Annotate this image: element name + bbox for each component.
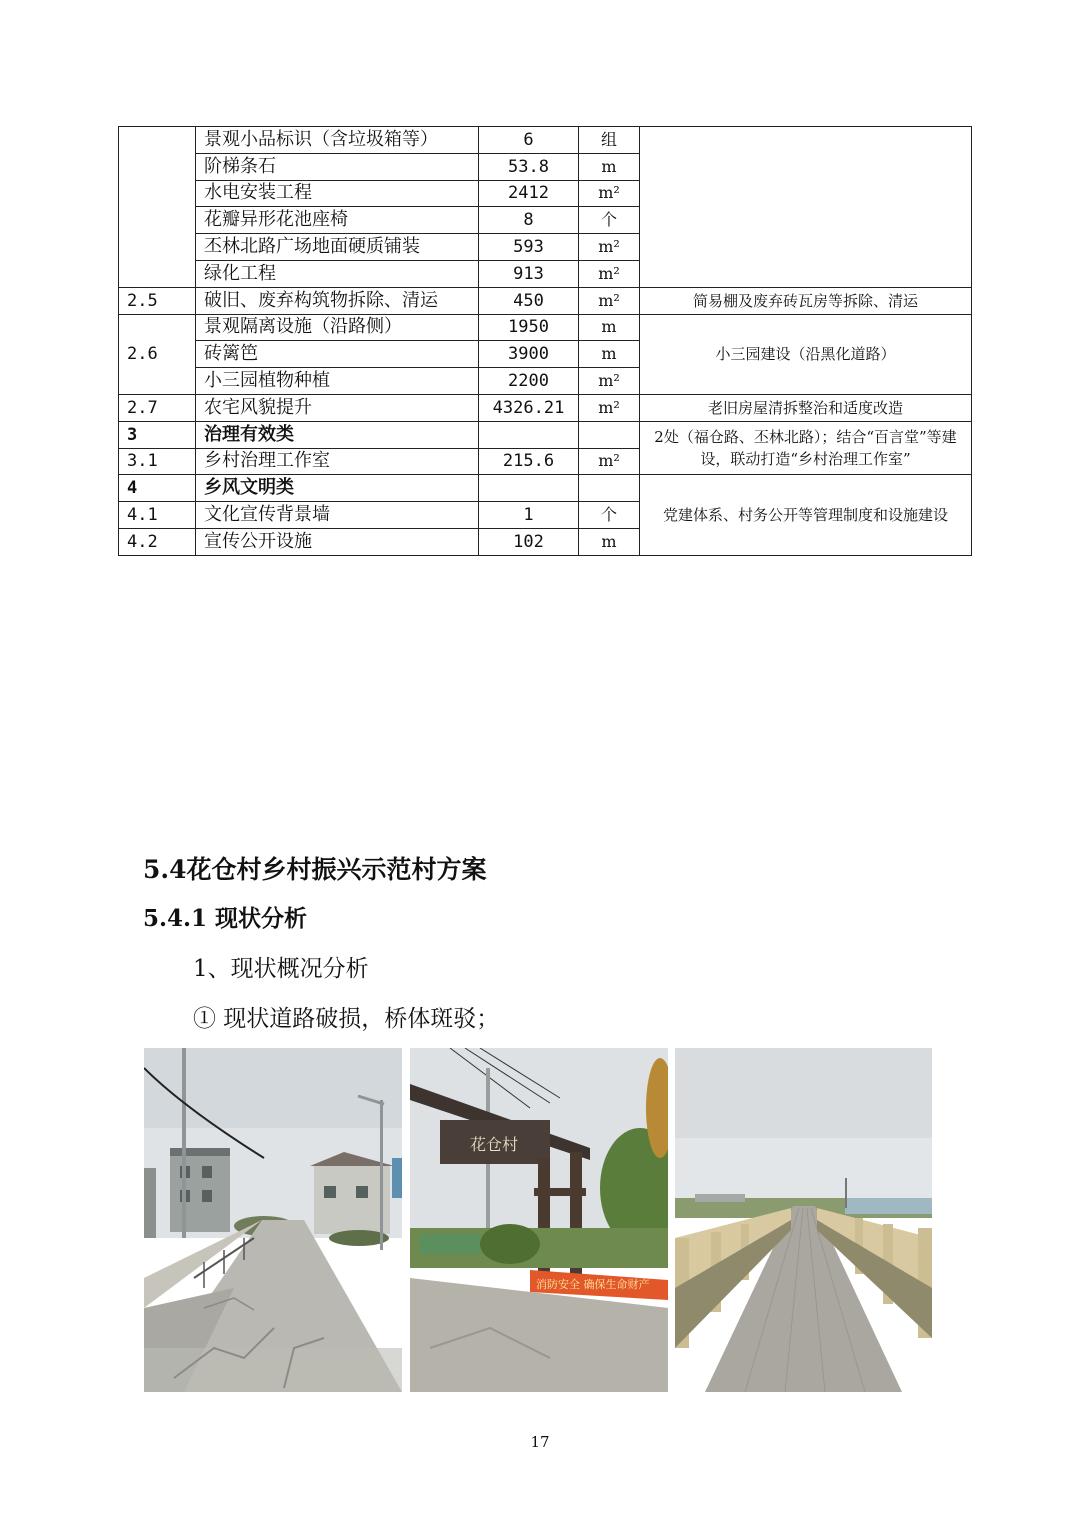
section-heading: 5.4花仓村乡村振兴示范村方案	[143, 855, 487, 884]
item-unit: 个	[579, 502, 640, 529]
table-row	[119, 394, 972, 421]
item-name: 花瓣异形花池座椅	[196, 207, 479, 234]
item-unit: m²	[579, 180, 640, 207]
item-quantity: 913	[479, 260, 579, 287]
item-name: 阶梯条石	[196, 153, 479, 180]
row-number: 3.1	[119, 448, 196, 475]
item-quantity: 53.8	[479, 153, 579, 180]
gate-sign-text: 花仓村	[470, 1135, 519, 1154]
row-number	[119, 127, 196, 288]
category-name: 乡风文明类	[196, 475, 479, 502]
item-quantity: 215.6	[479, 448, 579, 475]
table-row	[119, 421, 972, 448]
row-number: 2.5	[119, 287, 196, 314]
item-name: 乡村治理工作室	[196, 448, 479, 475]
item-unit: m²	[579, 287, 640, 314]
row-number: 4	[119, 475, 196, 502]
item-quantity: 2412	[479, 180, 579, 207]
item-name: 破旧、废弃构筑物拆除、清运	[196, 287, 479, 314]
row-number: 3	[119, 421, 196, 448]
item-unit: m	[579, 314, 640, 341]
row-number: 2.6	[119, 314, 196, 394]
page-number: 17	[530, 1433, 550, 1451]
subsection-heading: 5.4.1 现状分析	[143, 905, 308, 932]
item-unit: m²	[579, 260, 640, 287]
table-row	[119, 475, 972, 502]
item-quantity	[479, 421, 579, 448]
list-point: ① 现状道路破损，桥体斑驳；	[193, 1006, 500, 1032]
item-quantity: 593	[479, 234, 579, 261]
photo-damaged-road	[144, 1048, 402, 1392]
item-name: 景观小品标识（含垃圾箱等）	[196, 127, 479, 154]
item-name: 农宅风貌提升	[196, 394, 479, 421]
item-unit: 组	[579, 127, 640, 154]
item-quantity: 102	[479, 528, 579, 555]
item-note: 小三园建设（沿黑化道路）	[640, 314, 972, 394]
table-row	[119, 127, 972, 154]
item-quantity: 2200	[479, 368, 579, 395]
item-unit: m²	[579, 234, 640, 261]
item-quantity	[479, 475, 579, 502]
banner-text: 消防安全 确保生命财产	[536, 1278, 650, 1291]
item-unit: m	[579, 153, 640, 180]
item-unit: m²	[579, 394, 640, 421]
item-name: 砖篱笆	[196, 341, 479, 368]
item-unit: m²	[579, 448, 640, 475]
item-unit: m	[579, 528, 640, 555]
item-unit	[579, 475, 640, 502]
table-row	[119, 287, 972, 314]
photo-bridge	[675, 1048, 932, 1392]
item-name: 水电安装工程	[196, 180, 479, 207]
item-quantity: 1	[479, 502, 579, 529]
row-number: 2.7	[119, 394, 196, 421]
photo-village-gate	[410, 1048, 668, 1392]
item-quantity: 450	[479, 287, 579, 314]
item-quantity: 1950	[479, 314, 579, 341]
item-name: 丕林北路广场地面硬质铺装	[196, 234, 479, 261]
item-name: 宣传公开设施	[196, 528, 479, 555]
item-unit: 个	[579, 207, 640, 234]
item-name: 文化宣传背景墙	[196, 502, 479, 529]
item-unit: m	[579, 341, 640, 368]
list-item-heading: 1、现状概况分析	[193, 956, 369, 982]
row-number: 4.1	[119, 502, 196, 529]
item-quantity: 3900	[479, 341, 579, 368]
item-quantity: 4326.21	[479, 394, 579, 421]
item-name: 景观隔离设施（沿路侧）	[196, 314, 479, 341]
item-quantity: 8	[479, 207, 579, 234]
item-note: 2处（福仓路、丕林北路）；结合“百言堂”等建设，联动打造“乡村治理工作室”	[640, 421, 972, 475]
item-unit: m²	[579, 368, 640, 395]
row-number: 4.2	[119, 528, 196, 555]
item-note: 简易棚及废弃砖瓦房等拆除、清运	[640, 287, 972, 314]
item-unit	[579, 421, 640, 448]
item-name: 小三园植物种植	[196, 368, 479, 395]
item-note	[640, 127, 972, 288]
item-quantity: 6	[479, 127, 579, 154]
category-name: 治理有效类	[196, 421, 479, 448]
item-note: 党建体系、村务公开等管理制度和设施建设	[640, 475, 972, 555]
project-table	[118, 126, 972, 556]
item-name: 绿化工程	[196, 260, 479, 287]
item-note: 老旧房屋清拆整治和适度改造	[640, 394, 972, 421]
table-row	[119, 314, 972, 341]
